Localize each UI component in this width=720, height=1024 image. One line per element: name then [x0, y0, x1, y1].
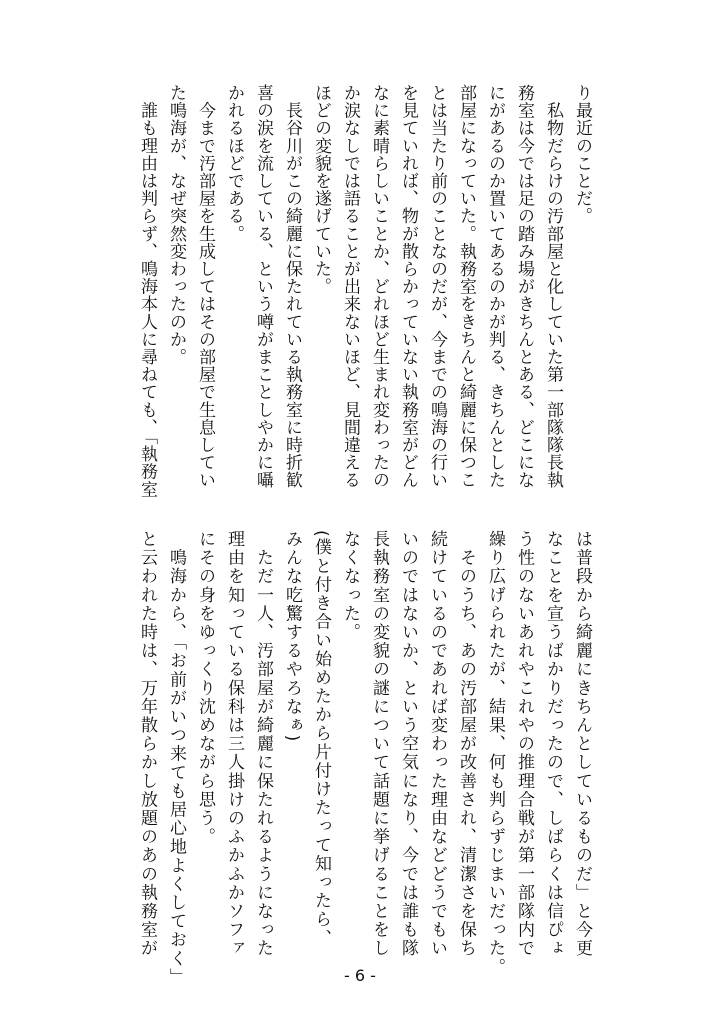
text-column: ただ一人、汚部屋が綺麗に保たれるようになった	[253, 530, 273, 958]
text-column: にがあるのか置いてあるのかが判る、きちんとした	[485, 84, 505, 489]
text-column: た鳴海が、なぜ突然変わったのか。	[166, 84, 186, 366]
text-column: ほどの変貌を遂げていた。	[311, 84, 331, 296]
text-column: 今まで汚部屋を生成してはその部屋で生息してい	[195, 84, 215, 489]
text-column: みんな吃驚するやろなぁ)	[282, 530, 302, 743]
text-column: 長谷川がこの綺麗に保たれている執務室に時折歓	[282, 84, 302, 489]
text-column: か涙なしでは語ることが出来ないほど、見間違える	[340, 84, 360, 489]
text-column: 喜の涙を流している、という噂がまことしやかに囁	[253, 84, 273, 489]
lower-text-block	[132, 530, 596, 987]
text-column: なに素晴らしいことか、どれほど生まれ変わったの	[369, 84, 389, 489]
text-column: (僕と付き合い始めたから片付けたって知ったら、	[311, 530, 331, 948]
text-column: 長執務室の変貌の謎について話題に挙げることをし	[369, 530, 389, 958]
text-column: 務室は今では足の踏み場がきちんとある、どこにな	[514, 84, 534, 489]
text-column: いのではないか、という空気になり、今では誰も隊	[398, 530, 418, 958]
text-column: は普段から綺麗にきちんとしているものだ」と今更	[572, 530, 592, 958]
text-column: なことを宣うばかりだったので、しばらくは信ぴょ	[543, 530, 563, 958]
text-column: 部屋になっていた。執務室をきちんと綺麗に保つこ	[456, 84, 476, 489]
page-number: - 6 -	[344, 966, 376, 985]
text-column: かれるほどである。	[224, 84, 244, 243]
text-column: 鳴海から、「お前がいつ来ても居心地よくしておく」	[166, 530, 186, 987]
upper-text-block	[132, 84, 596, 498]
text-column: り最近のことだ。	[572, 84, 592, 225]
text-column: う性のないあれやこれやの推理合戦が第一部隊内で	[514, 530, 534, 958]
text-column: 繰り広げられたが、結果、何も判らずじまいだった。	[485, 530, 505, 977]
text-column: 誰も理由は判らず、鳴海本人に尋ねても、「執務室	[137, 84, 157, 498]
text-column: 私物だらけの汚部屋と化していた第一部隊隊長執	[543, 84, 563, 489]
text-column: にその身をゆっくり沈めながら思う。	[195, 530, 215, 847]
text-column: 理由を知っている保科は三人掛けのふかふかソファ	[224, 530, 244, 958]
text-column: と云われた時は、万年散らかし放題のあの執務室が	[137, 530, 157, 958]
text-column: を見ていれば、物が散らかっていない執務室がどん	[398, 84, 418, 489]
text-column: 続けているのであれば変わった理由などどうでもい	[427, 530, 447, 958]
text-column: とは当たり前のことなのだが、今までの鳴海の行い	[427, 84, 447, 489]
text-column: なくなった。	[340, 530, 360, 642]
text-column: そのうち、あの汚部屋が改善され、清潔さを保ち	[456, 530, 476, 958]
